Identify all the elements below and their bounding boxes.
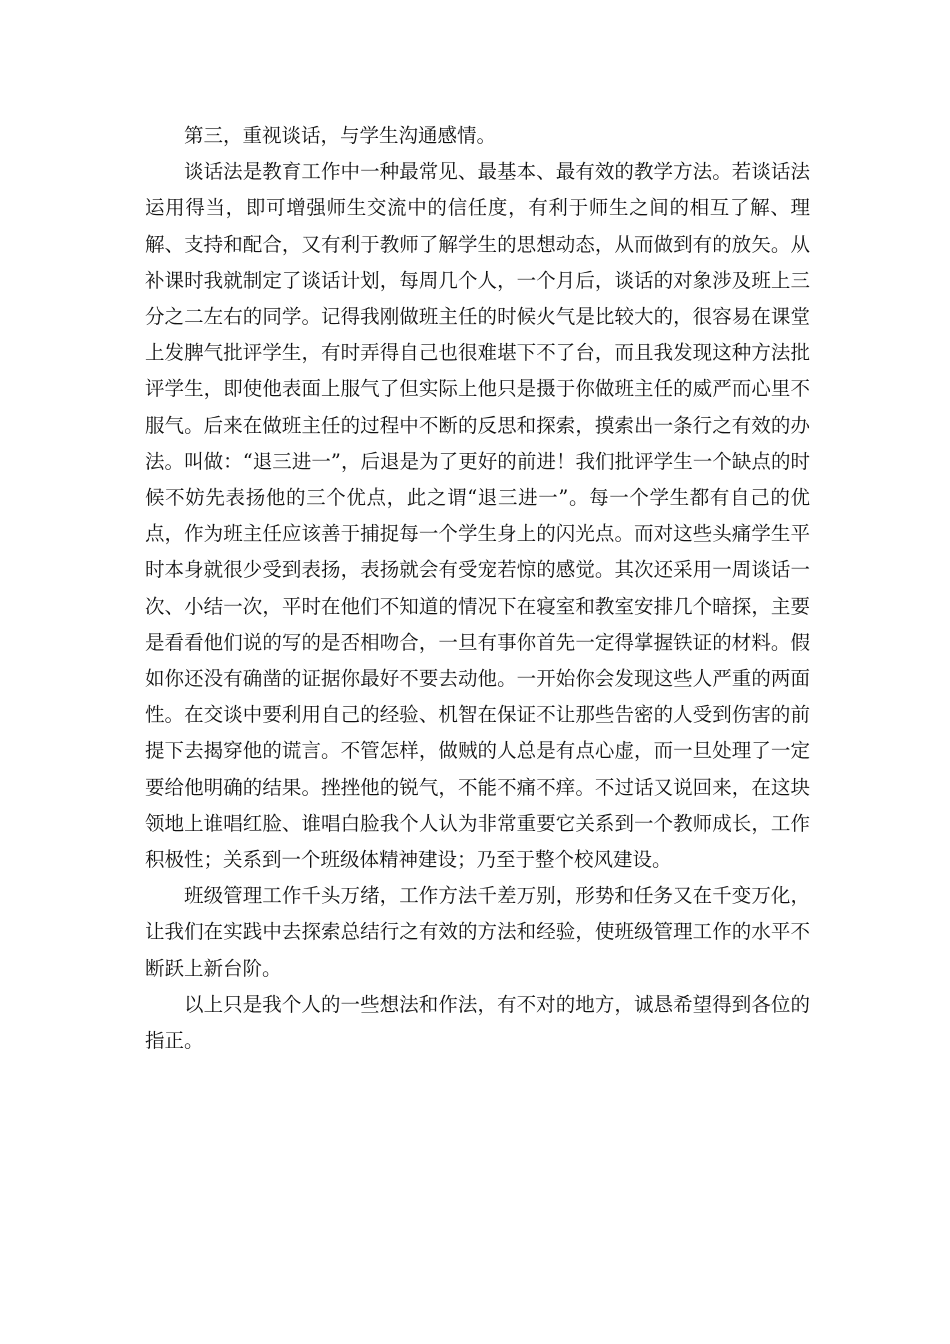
document-body bbox=[145, 118, 810, 1059]
paragraph-talk-method: 谈话法是教育工作中一种最常见、最基本、最有效的教学方法。若谈话法运用得当，即可增强师生交流中的信任度，有利于师生之间的相互了解、理解、支持和配合，又有利于教师了解学生的思想动态，从而做到有的放矢。从补课时我就制定了谈话计划，每周几个人，一个月后，谈话的对象涉及班上三分之二左右的同学。记得我刚做班主任的时候火气是比较大的，很容易在课堂上发脾气批评学生，有时弄得自己也很难堪下不了台，而且我发现这种方法批评学生，即使他表面上服气了但实际上他只是摄于你做班主任的威严而心里不服气。后来在做班主任的过程中不断的反思和探索，摸索出一条行之有效的办法。叫做：“退三进一”，后退是为了更好的前进！我们批评学生一个缺点的时候不妨先表扬他的三个优点，此之谓“退三进一”。每一个学生都有自己的优点，作为班主任应该善于捕捉每一个学生身上的闪光点。而对这些头痛学生平时本身就很少受到表扬，表扬就会有受宠若惊的感觉。其次还采用一周谈话一次、小结一次，平时在他们不知道的情况下在寝室和教室安排几个暗探，主要是看看他们说的写的是否相吻合，一旦有事你首先一定得掌握铁证的材料。假如你还没有确凿的证据你最好不要去动他。一开始你会发现这些人严重的两面性。在交谈中要利用自己的经验、机智在保证不让那些告密的人受到伤害的前提下去揭穿他的谎言。不管怎样，做贼的人总是有点心虚，而一旦处理了一定要给他明确的结果。挫挫他的锐气，不能不痛不痒。不过话又说回来，在这块领地上谁唱红脸、谁唱白脸我个人认为非常重要它关系到一个教师成长，工作积极性；关系到一个班级体精神建设；乃至于整个校风建设。 bbox=[145, 160, 810, 872]
section-heading: 第三，重视谈话，与学生沟通感情。 bbox=[184, 124, 497, 147]
paragraph-closing: 以上只是我个人的一些想法和作法，有不对的地方，诚恳希望得到各位的指正。 bbox=[145, 992, 810, 1053]
paragraph-class-management: 班级管理工作千头万绪，工作方法千差万别，形势和任务又在千变万化，让我们在实践中去探索总结行之有效的方法和经验，使班级管理工作的水平不断跃上新台阶。 bbox=[145, 884, 810, 980]
